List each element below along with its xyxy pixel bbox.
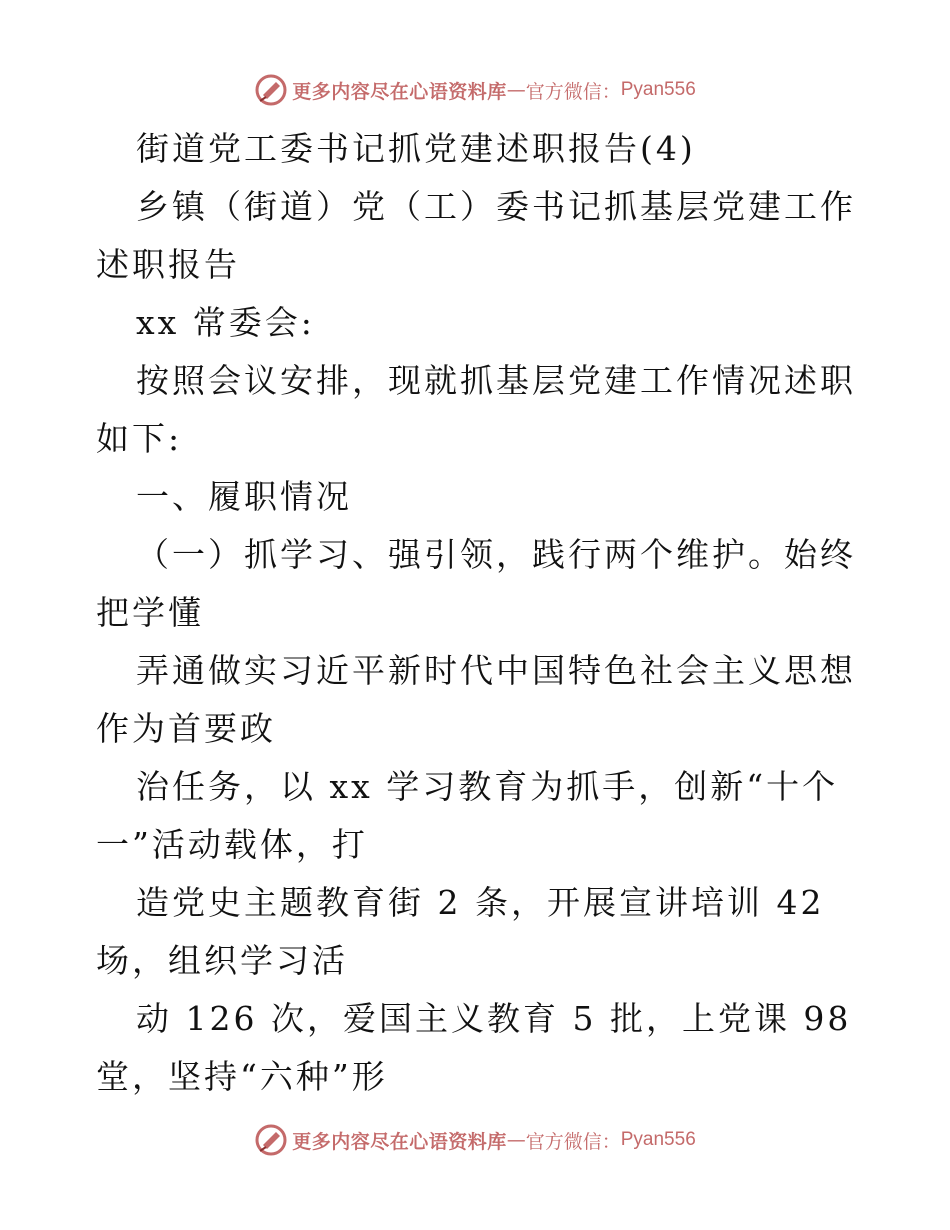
salutation: xx 常委会: xyxy=(136,303,315,342)
paragraph: 弄通做实习近平新时代中国特色社会主义思想作为首要政 xyxy=(96,651,856,748)
banner-wechat-handle: Pyan556 xyxy=(620,79,696,100)
header-watermark-banner xyxy=(0,70,950,110)
brand-logo-icon xyxy=(254,1123,288,1157)
banner-wechat-handle: Pyan556 xyxy=(620,1129,696,1150)
banner-wechat-label: 官方微信： xyxy=(525,80,621,103)
paragraph: 治任务，以 xx 学习教育为抓手，创新“十个一”活动载体，打 xyxy=(96,767,839,864)
paragraph: （一）抓学习、强引领，践行两个维护。始终把学懂 xyxy=(96,535,856,632)
document-body xyxy=(96,120,856,1106)
banner-separator: — xyxy=(506,1129,526,1151)
banner-brand-text: 更多内容尽在心语资料库 xyxy=(292,80,507,103)
footer-watermark-banner xyxy=(0,1120,950,1160)
paragraph: 动 126 次，爱国主义教育 5 批，上党课 98 堂，坚持“六种”形 xyxy=(96,999,852,1096)
document-subtitle: 乡镇（街道）党（工）委书记抓基层党建工作述职报告 xyxy=(96,187,856,284)
section-heading: 一、履职情况 xyxy=(136,477,352,516)
banner-brand-text: 更多内容尽在心语资料库 xyxy=(292,1130,507,1153)
paragraph: 造党史主题教育街 2 条，开展宣讲培训 42 场，组织学习活 xyxy=(96,883,825,980)
banner-wechat-label: 官方微信： xyxy=(525,1130,621,1153)
document-title: 街道党工委书记抓党建述职报告(4) xyxy=(136,129,696,168)
banner-separator: — xyxy=(506,79,526,101)
paragraph: 按照会议安排，现就抓基层党建工作情况述职如下: xyxy=(96,361,856,458)
brand-logo-icon xyxy=(254,73,288,107)
